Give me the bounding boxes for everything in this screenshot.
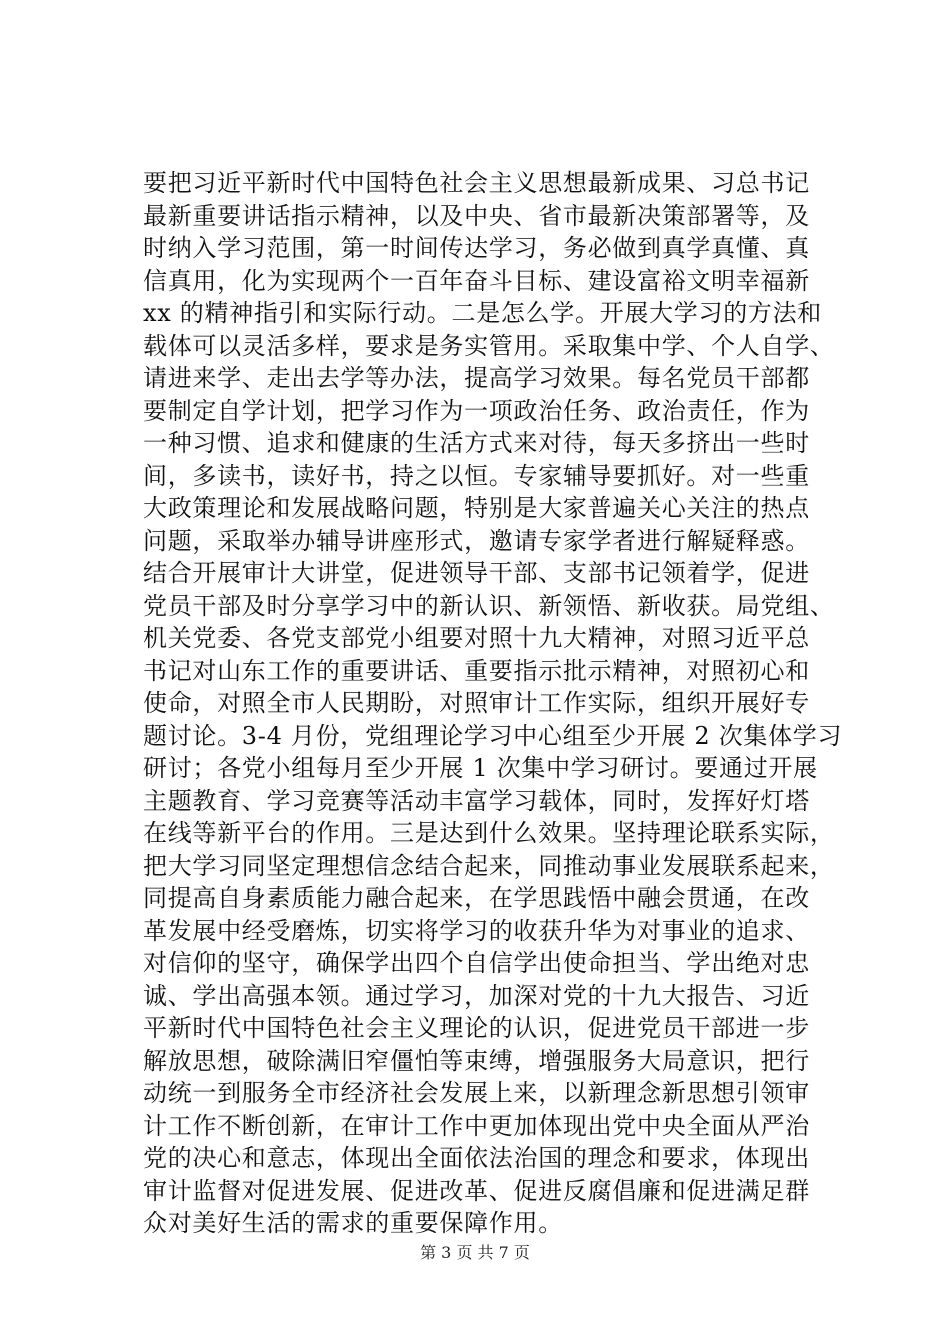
text-line: 间，多读书，读好书，持之以恒。专家辅导要抓好。对一些重 [143,461,810,490]
text-line: 把大学习同坚定理想信念结合起来，同推动事业发展联系起来， [143,851,835,880]
text-line: 对信仰的坚守，确保学出四个自信学出使命担当、学出绝对忠 [143,949,810,977]
text-line: 问题，采取举办辅导讲座形式，邀请专家学者进行解疑释惑。 [143,526,810,555]
text-line: 时纳入学习范围，第一时间传达学习，务必做到真学真懂、真 [143,234,810,262]
text-line: 计工作不断创新，在审计工作中更加体现出党中央全面从严治 [143,1111,810,1140]
text-line: xx 的精神指引和实际行动。二是怎么学。开展大学习的方法和 [143,299,822,327]
text-line: 使命，对照全市人民期盼，对照审计工作实际，组织开展好专 [143,689,810,717]
text-line: 同提高自身素质能力融合起来，在学思践悟中融会贯通，在改 [143,884,810,912]
text-line: 诚、学出高强本领。通过学习，加深对党的十九大报告、习近 [143,981,810,1010]
text-line: 信真用，化为实现两个一百年奋斗目标、建设富裕文明幸福新 [143,266,810,295]
text-line: 一种习惯、追求和健康的生活方式来对待，每天多挤出一些时 [143,429,810,457]
text-line: 解放思想，破除满旧窄僵怕等束缚，增强服务大局意识，把行 [143,1046,810,1075]
text-line: 在线等新平台的作用。三是达到什么效果。坚持理论联系实际， [143,819,835,847]
text-line: 机关党委、各党支部党小组要对照十九大精神，对照习近平总 [143,624,810,652]
text-line: 革发展中经受磨炼，切实将学习的收获升华为对事业的追求、 [143,916,810,945]
text-line: 大政策理论和发展战略问题，特别是大家普遍关心关注的热点 [143,494,810,522]
text-line: 平新时代中国特色社会主义理论的认识，促进党员干部进一步 [143,1014,810,1042]
text-line: 审计监督对促进发展、促进改革、促进反腐倡廉和促进满足群 [143,1176,810,1205]
text-line: 主题教育、学习竞赛等活动丰富学习载体，同时，发挥好灯塔 [143,786,810,815]
text-line: 结合开展审计大讲堂，促进领导干部、支部书记领着学，促进 [143,559,810,587]
text-line: 要制定自学计划，把学习作为一项政治任务、政治责任，作为 [143,396,810,425]
text-line: 要把习近平新时代中国特色社会主义思想最新成果、习总书记 [143,169,810,197]
text-line: 党的决心和意志，体现出全面依法治国的理念和要求，体现出 [143,1144,810,1172]
text-line: 载体可以灵活多样，要求是务实管用。采取集中学、个人自学、 [143,331,835,360]
text-line: 动统一到服务全市经济社会发展上来，以新理念新思想引领审 [143,1079,810,1107]
text-line: 众对美好生活的需求的重要保障作用。 [143,1209,563,1237]
text-line: 书记对山东工作的重要讲话、重要指示批示精神，对照初心和 [143,656,810,685]
text-line: 党员干部及时分享学习中的新认识、新领悟、新收获。局党组、 [143,591,835,620]
text-line: 研讨；各党小组每月至少开展 1 次集中学习研讨。要通过开展 [143,754,818,782]
body-text [143,167,843,1240]
text-line: 最新重要讲话指示精神，以及中央、省市最新决策部署等，及 [143,201,810,230]
text-line: 请进来学、走出去学等办法，提高学习效果。每名党员干部都 [143,364,810,392]
page-number-footer: 第 3 页 共 7 页 [420,1243,530,1262]
text-line: 题讨论。3-4 月份，党组理论学习中心组至少开展 2 次集体学习 [143,721,843,750]
